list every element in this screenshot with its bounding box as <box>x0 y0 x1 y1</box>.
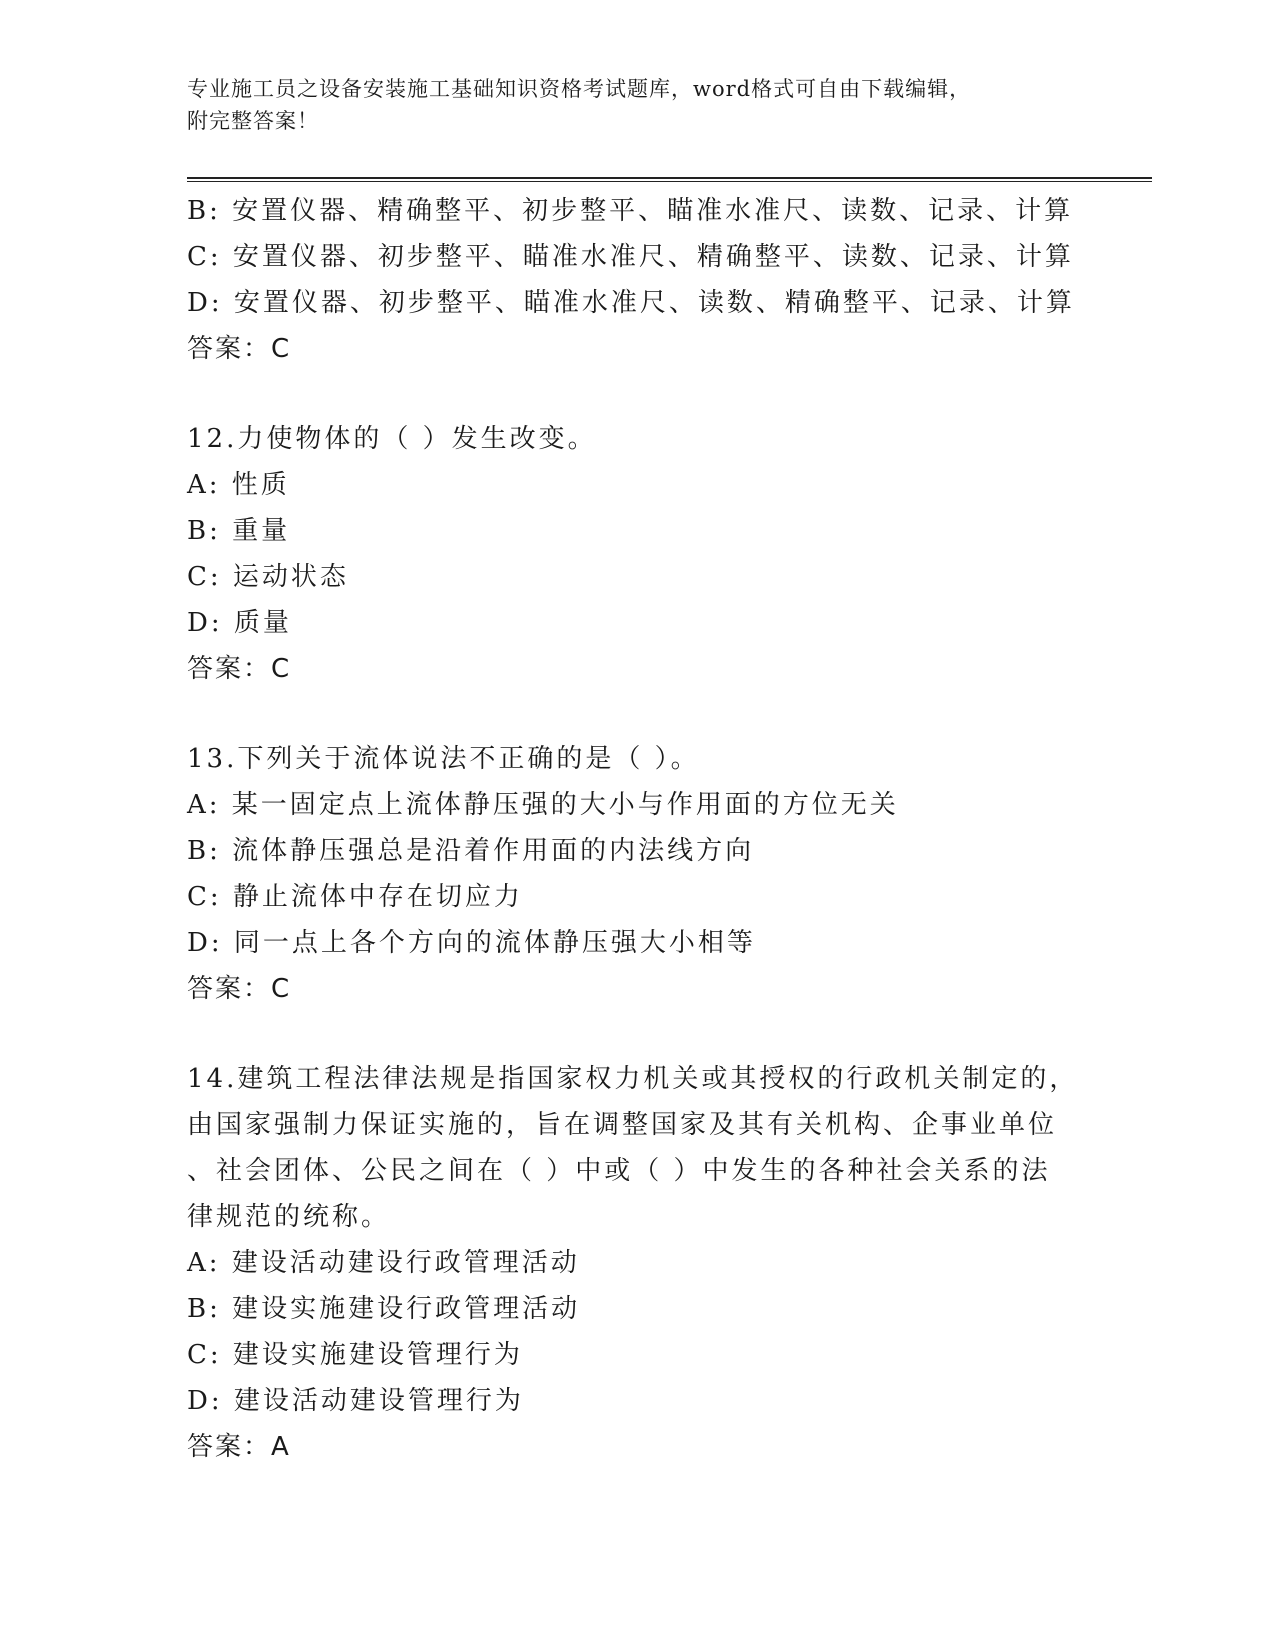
option-c: C: 静止流体中存在切应力 <box>187 882 523 912</box>
header-rule-thick <box>187 177 1152 179</box>
option-d: D: 建设活动建设管理行为 <box>187 1386 524 1416</box>
question-stem-line-3: 、社会团体、公民之间在（ ）中或（ ）中发生的各种社会关系的法 <box>187 1156 1051 1186</box>
question-11-tail <box>187 188 1087 372</box>
header-line-2: 附完整答案！ <box>187 109 319 133</box>
answer-line: 答案：C <box>187 334 292 364</box>
question-gap <box>187 1012 1087 1056</box>
option-b: B: 重量 <box>187 516 291 546</box>
question-stem: 13.下列关于流体说法不正确的是（ ）。 <box>187 744 700 774</box>
option-a: A: 性质 <box>187 470 290 500</box>
answer-line: 答案：C <box>187 654 292 684</box>
question-stem-line-1: 14.建筑工程法律法规是指国家权力机关或其授权的行政机关制定的， <box>187 1064 1079 1094</box>
document-header <box>187 73 1087 137</box>
option-b: B: 建设实施建设行政管理活动 <box>187 1294 581 1324</box>
question-list <box>187 188 1087 1470</box>
question-gap <box>187 372 1087 416</box>
option-d: D: 质量 <box>187 608 292 638</box>
option-c: C: 建设实施建设管理行为 <box>187 1340 523 1370</box>
answer-line: 答案：A <box>187 1432 291 1462</box>
option-d: D: 同一点上各个方向的流体静压强大小相等 <box>187 928 756 958</box>
option-b: B: 流体静压强总是沿着作用面的内法线方向 <box>187 836 755 866</box>
question-stem: 12.力使物体的（ ）发生改变。 <box>187 424 597 454</box>
option-c: C: 安置仪器、初步整平、瞄准水准尺、精确整平、读数、记录、计算 <box>187 242 1074 272</box>
question-13 <box>187 736 1087 1012</box>
option-a: A: 某一固定点上流体静压强的大小与作用面的方位无关 <box>187 790 899 820</box>
option-a: A: 建设活动建设行政管理活动 <box>187 1248 580 1278</box>
question-gap <box>187 692 1087 736</box>
option-d: D: 安置仪器、初步整平、瞄准水准尺、读数、精确整平、记录、计算 <box>187 288 1075 318</box>
option-b: B: 安置仪器、精确整平、初步整平、瞄准水准尺、读数、记录、计算 <box>187 196 1074 226</box>
header-line-1: 专业施工员之设备安装施工基础知识资格考试题库，word格式可自由下载编辑， <box>187 77 972 101</box>
question-stem-line-2: 由国家强制力保证实施的，旨在调整国家及其有关机构、企事业单位 <box>187 1110 1058 1140</box>
question-stem-line-4: 律规范的统称。 <box>187 1202 391 1232</box>
answer-line: 答案：C <box>187 974 292 1004</box>
option-c: C: 运动状态 <box>187 562 349 592</box>
question-12 <box>187 416 1087 692</box>
question-14 <box>187 1056 1087 1470</box>
header-rule-thin <box>187 181 1152 182</box>
